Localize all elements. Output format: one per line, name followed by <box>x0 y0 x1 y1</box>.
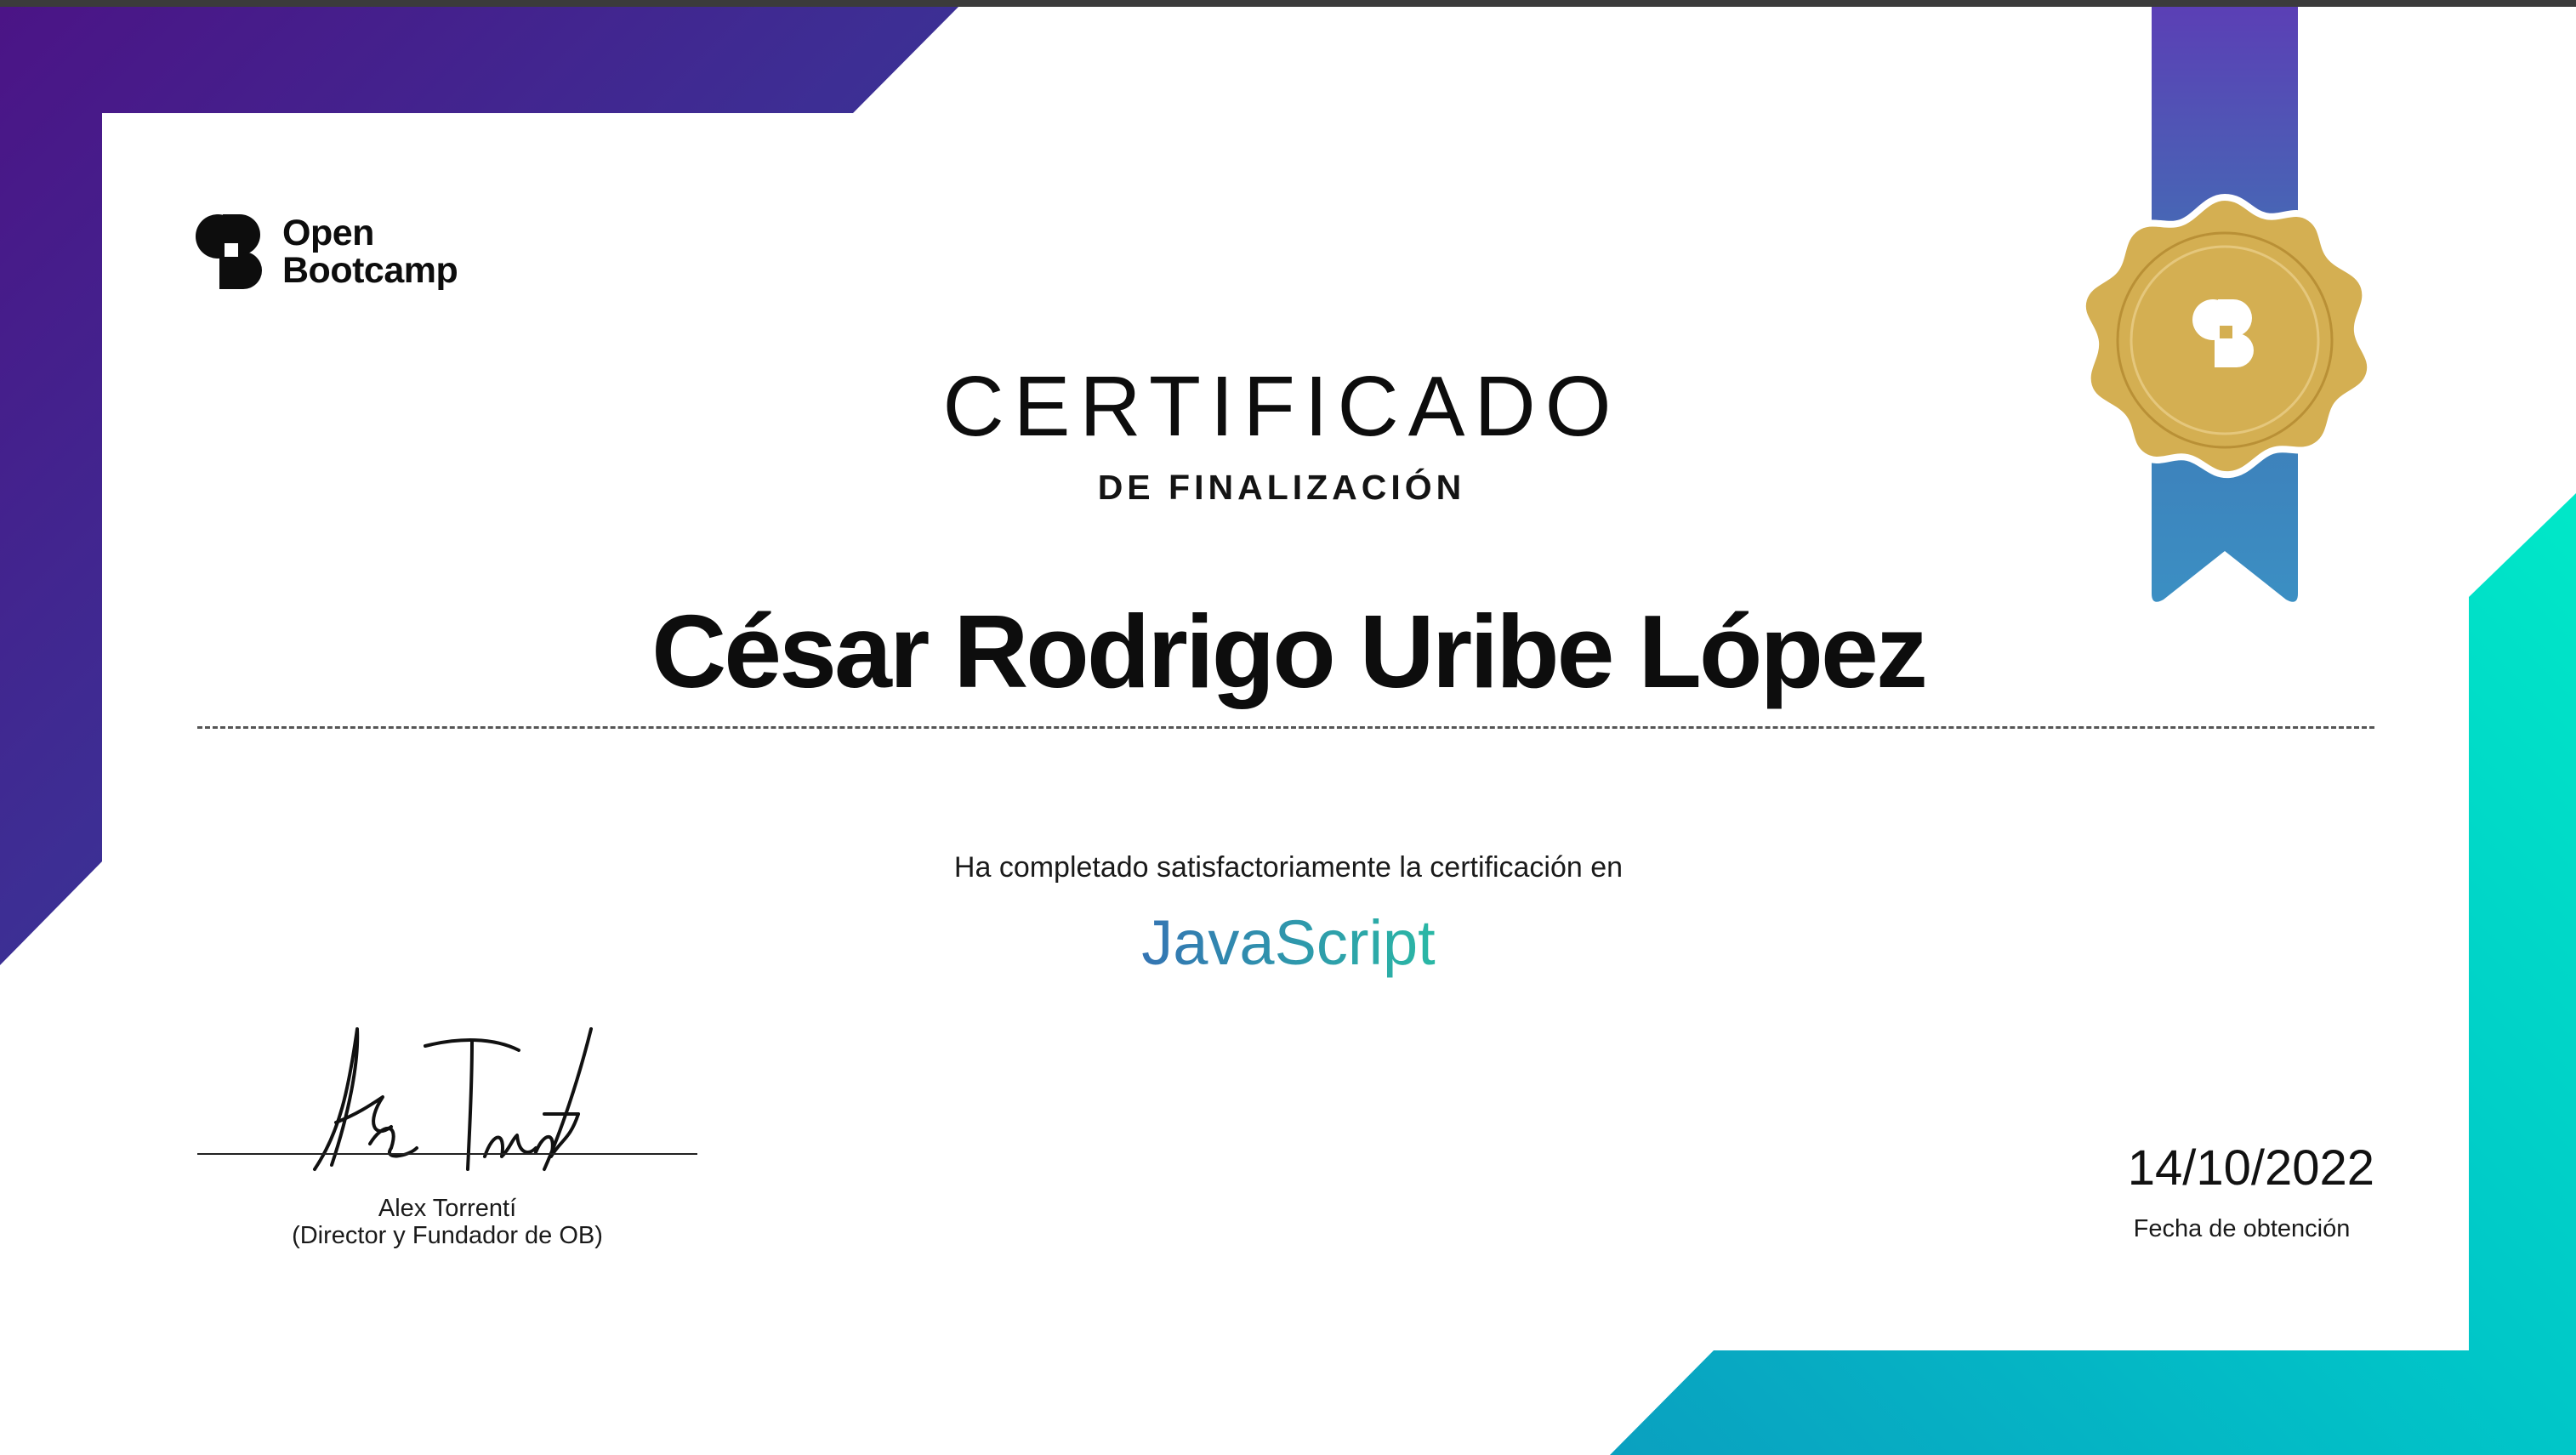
brand-line-1: Open <box>282 213 374 253</box>
issue-date-label: Fecha de obtención <box>2133 1215 2351 1242</box>
certificate-title: CERTIFICADO <box>942 359 1621 454</box>
issue-date: 14/10/2022 <box>2127 1140 2374 1196</box>
name-underline <box>197 726 2374 729</box>
date-block <box>2084 1140 2374 1243</box>
open-bootcamp-logo <box>196 214 458 289</box>
brand-name <box>282 214 458 289</box>
certificate-subtitle: DE FINALIZACIÓN <box>1097 468 1466 507</box>
brand-line-2: Bootcamp <box>282 250 458 291</box>
completion-text: Ha completado satisfactoriamente la certificación en <box>953 851 1624 884</box>
signature-icon <box>289 1012 612 1182</box>
course-name <box>0 907 2576 979</box>
signer-role: (Director y Fundador de OB) <box>292 1222 603 1249</box>
signer-block <box>197 1195 697 1249</box>
signature-line <box>197 1153 697 1155</box>
recipient-name: César Rodrigo Uribe López <box>651 594 1925 709</box>
signer-name: Alex Torrentí <box>378 1195 517 1222</box>
course-name-text: JavaScript <box>1141 907 1436 978</box>
seal-badge-icon <box>2075 7 2381 619</box>
open-bootcamp-logo-icon <box>196 214 262 289</box>
